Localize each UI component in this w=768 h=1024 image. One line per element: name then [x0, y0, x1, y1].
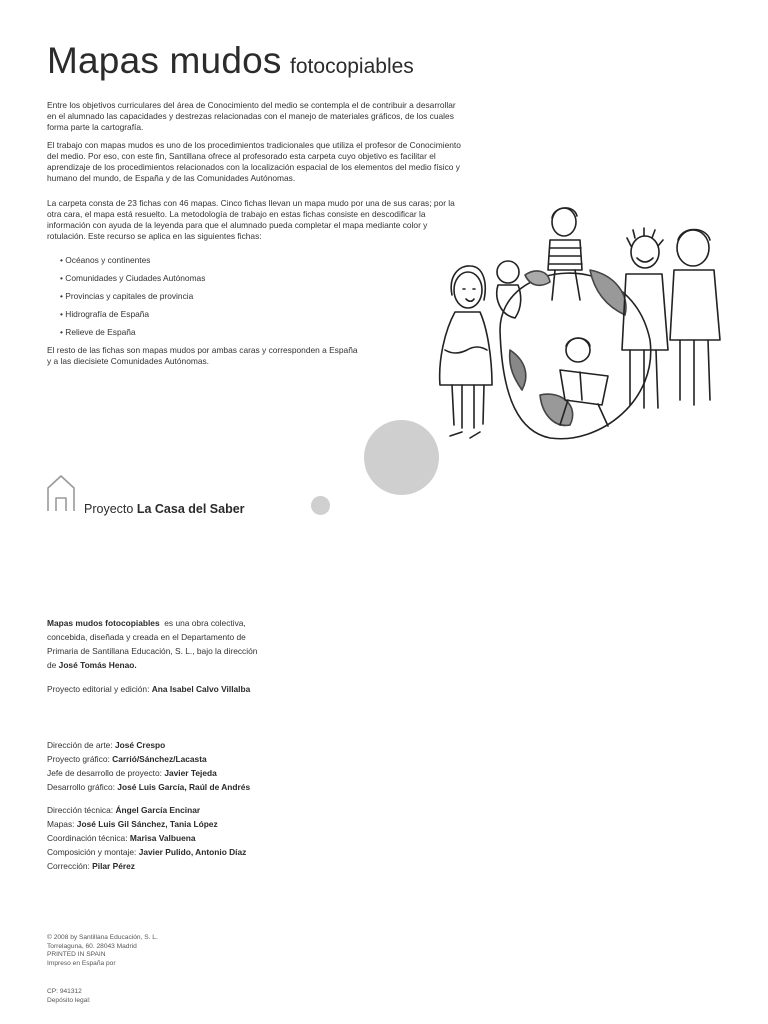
girl-figure-left — [440, 266, 492, 438]
brand-name: La Casa del Saber — [136, 502, 245, 516]
brand-logo — [84, 502, 245, 516]
credit-name: Javier Tejeda — [164, 768, 217, 778]
credit-name: José Luis Gil Sánchez, Tania López — [76, 819, 218, 829]
credit-label: Dirección de arte: — [47, 740, 115, 750]
intro-paragraph: La carpeta consta de 23 fichas con 46 mapas. Cinco fichas llevan un mapa mudo por una de sus caras; por la otra cara, el mapa está resuelto. La metodología de trabajo en estas fichas consiste en descodificar la información con ayuda de la leyenda para que el alumnado pueda completar el mapa mediante color y rotulación. Este recurso se aplica en las siguientes fichas: — [47, 198, 455, 241]
credit-label: Coordinación técnica: — [47, 833, 130, 843]
closing-line: El resto de las fichas son mapas mudos por ambas caras y corresponden a España — [47, 345, 358, 355]
fichas-list-wrap — [47, 251, 465, 345]
globe-shape — [500, 270, 651, 439]
credit-name: Javier Pulido, Antonio Díaz — [138, 847, 247, 857]
credit-label: Proyecto editorial y edición: — [47, 684, 152, 694]
credit-line — [47, 766, 250, 780]
work-title: Mapas mudos fotocopiables — [47, 618, 160, 628]
address-line: Torrelaguna, 60. 28043 Madrid — [47, 942, 137, 950]
intro-paragraph: Entre los objetivos curriculares del área de Conocimiento del medio se contempla el de contribuir a desarrollar en el alumnado las capacidades y destrezas relacionadas con el manejo de materiales gráficos, de los cuales forma parte la cartografía. — [47, 100, 456, 132]
legal-block — [47, 988, 91, 1005]
credit-label: Jefe de desarrollo de proyecto: — [47, 768, 165, 778]
title-sub: fotocopiables — [290, 55, 414, 78]
closing-line: y a las diecisiete Comunidades Autónomas. — [47, 356, 210, 366]
credits-edition — [47, 682, 250, 696]
credit-label: Corrección: — [47, 861, 93, 871]
boy-figure-right — [670, 230, 720, 406]
girl-figure-top — [548, 208, 582, 300]
credit-name: Marisa Valbuena — [129, 833, 196, 843]
credit-name: Ana Isabel Calvo Villalba — [151, 684, 251, 694]
credit-name: Carrió/Sánchez/Lacasta — [112, 754, 207, 764]
intro-paragraph: El trabajo con mapas mudos es uno de los procedimientos tradicionales que utiliza el profesor de Conocimiento del medio. Por eso, con este fin, Santillana ofrece al profesorado esta carpeta cuyo objetivo es facilitar el aprendizaje de los procedimientos relacionados con la localización espacial de los elementos del medio físico y humano del mundo, de España y de las Comunidades Autónomas. — [47, 140, 461, 183]
credit-line — [47, 845, 246, 859]
credits-group-2 — [47, 803, 246, 873]
credit-line — [47, 752, 250, 766]
credit-label: Proyecto gráfico: — [47, 754, 113, 764]
copyright-line: © 2008 by Santillana Educación, S. L. — [47, 934, 158, 941]
credit-name: José Crespo — [114, 740, 166, 750]
credit-line — [47, 831, 246, 845]
credit-name: Pilar Pérez — [92, 861, 135, 871]
credit-label: Composición y montaje: — [47, 847, 139, 857]
list-item: • Comunidades y Ciudades Autónomas — [60, 273, 465, 284]
credit-text: Primaria de Santillana Educación, S. L., bajo la dirección — [47, 646, 258, 656]
credit-label: Dirección técnica: — [47, 805, 116, 815]
credit-text: es una obra colectiva, — [159, 618, 246, 628]
printed-line: PRINTED IN SPAIN — [47, 951, 106, 959]
children-globe-illustration — [430, 200, 725, 450]
list-item: • Relieve de España — [60, 327, 465, 338]
credit-line — [47, 817, 246, 831]
intro-text-3 — [47, 345, 465, 367]
credit-label: Mapas: — [47, 819, 77, 829]
credit-text: concebida, diseñada y creada en el Departamento de — [47, 632, 246, 642]
title-main: Mapas mudos — [47, 40, 282, 81]
credit-line — [47, 803, 246, 817]
list-item: • Provincias y capitales de provincia — [60, 291, 465, 302]
credit-line — [47, 859, 246, 873]
credits-group-1 — [47, 738, 250, 794]
child-figure-left-small — [497, 261, 521, 318]
credit-text: de — [47, 660, 59, 670]
director-name: José Tomás Henao. — [58, 660, 137, 670]
decorative-circle-large — [364, 420, 439, 495]
brand-prefix: Proyecto — [84, 502, 134, 516]
copyright-block — [47, 934, 158, 968]
credit-label: Desarrollo gráfico: — [47, 782, 118, 792]
fichas-list — [47, 255, 465, 338]
credit-name: Ángel García Encinar — [115, 805, 201, 815]
credit-line — [47, 780, 250, 794]
list-item: • Hidrografía de España — [60, 309, 465, 320]
page-title — [47, 40, 414, 82]
credits-intro — [47, 616, 257, 672]
decorative-circle-small — [311, 496, 330, 515]
house-logo-icon — [46, 474, 76, 512]
credit-name: José Luis García, Raúl de Andrés — [117, 782, 251, 792]
deposito-line: Depósito legal: — [47, 996, 91, 1004]
intro-text — [47, 100, 465, 191]
list-item: • Océanos y continentes — [60, 255, 465, 266]
intro-text-2 — [47, 198, 465, 249]
credit-line — [47, 738, 250, 752]
printer-line: Impreso en España por — [47, 959, 116, 967]
cp-line: CP: 941312 — [47, 988, 82, 995]
